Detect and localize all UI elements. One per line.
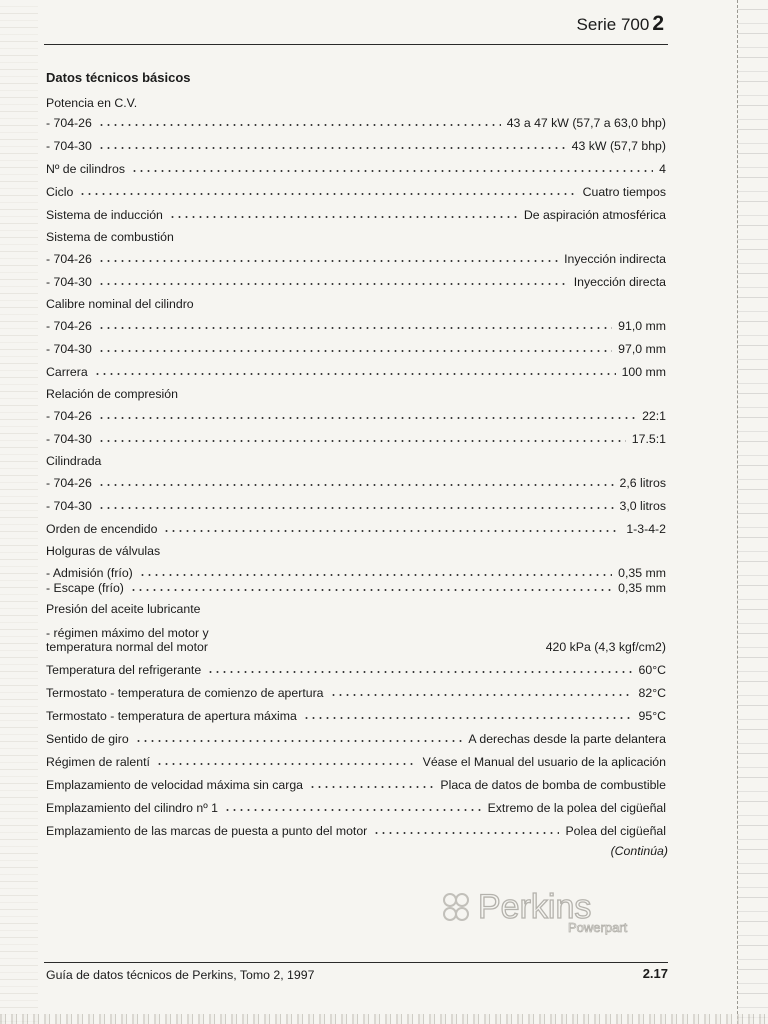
spec-value: 1-3-4-2 [626,522,666,536]
spec-value: Inyección directa [573,275,666,289]
presion-sub-line-1: - régimen máximo del motor y [46,626,209,640]
spec-label: - 704-30 [46,342,92,356]
spec-row [46,684,666,700]
continued-note: (Continúa) [610,844,668,858]
group-heading-compresion: Relación de compresión [46,387,178,401]
leader-dots [79,192,576,196]
leader-dots [98,416,636,420]
spec-label: - 704-30 [46,139,92,153]
spec-value: 4 [659,162,666,176]
group-heading-cilindrada: Cilindrada [46,454,102,468]
spec-row [46,564,666,580]
header-rule [44,44,668,45]
spec-row [46,273,666,289]
leader-dots [98,349,612,353]
leader-dots [131,169,653,173]
leader-dots [130,588,612,592]
leader-dots [98,439,626,443]
leader-dots [169,215,518,219]
footer-publication: Guía de datos técnicos de Perkins, Tomo 2, 1997 [46,968,315,982]
spec-label: Sistema de inducción [46,208,163,222]
spec-value: 0,35 mm [618,566,666,580]
leader-dots [98,259,558,263]
leader-dots [163,529,620,533]
spec-label: Emplazamiento de velocidad máxima sin carga [46,778,303,792]
spec-value: 91,0 mm [618,319,666,333]
leader-dots [98,483,614,487]
spec-label: - 704-26 [46,319,92,333]
spec-value: Cuatro tiempos [582,185,666,199]
spec-value: Véase el Manual del usuario de la aplicación [422,755,666,769]
spec-row [46,661,666,677]
page-header [577,12,664,36]
spec-row [46,520,666,536]
spec-row [46,579,666,595]
leader-dots [98,506,614,510]
spec-value: 0,35 mm [618,581,666,595]
spec-label: - Escape (frío) [46,581,124,595]
spec-label: - Admisión (frío) [46,566,133,580]
spec-row [46,753,666,769]
spec-value: 82°C [638,686,666,700]
spec-label: Temperatura del refrigerante [46,663,202,677]
leader-dots [303,716,633,720]
spec-row [46,160,666,176]
spec-label: - 704-30 [46,275,92,289]
spec-label: Nº de cilindros [46,162,125,176]
leader-dots [373,831,559,835]
leader-dots [98,282,568,286]
spec-value: 95°C [638,709,666,723]
spec-label: Carrera [46,365,88,379]
spec-row [46,250,666,266]
leader-dots [98,146,566,150]
spec-row [46,114,666,130]
spec-value: Polea del cigüeñal [565,824,666,838]
spec-row [46,822,666,838]
spec-row [46,137,666,153]
leader-dots [214,647,540,651]
perkins-logo-graphic [438,880,658,940]
scan-bottom-edge [0,1014,768,1024]
spec-row [46,430,666,446]
leader-dots [309,785,434,789]
spec-value: De aspiración atmosférica [523,208,666,222]
leader-dots [98,326,612,330]
leader-dots [224,808,482,812]
spec-row [46,497,666,513]
spec-value: 22:1 [642,409,666,423]
spec-label: - 704-26 [46,476,92,490]
spec-row [46,183,666,199]
spec-row [46,707,666,723]
spec-value: Inyección indirecta [564,252,666,266]
spec-value: 100 mm [621,365,666,379]
scan-left-edge [0,0,38,1024]
spec-value: 2,6 litros [619,476,666,490]
leader-dots [94,372,616,376]
logo-brand-text: Perkins [478,888,592,926]
group-heading-calibre: Calibre nominal del cilindro [46,297,194,311]
spec-label: - 704-30 [46,499,92,513]
spec-row [46,799,666,815]
spec-label: temperatura normal del motor [46,640,208,654]
page-number: 2.17 [642,966,668,981]
leader-dots [156,762,417,766]
spec-label: Termostato - temperatura de apertura máxima [46,709,297,723]
group-heading-presion: Presión del aceite lubricante [46,602,201,616]
spec-value: 17.5:1 [631,432,666,446]
spec-label: Orden de encendido [46,522,158,536]
spec-label: Emplazamiento de las marcas de puesta a punto del motor [46,824,368,838]
perkins-logo [438,880,658,940]
logo-tagline-text: Powerpart [568,920,628,935]
spec-row [46,638,666,654]
spec-row [46,730,666,746]
spec-row [46,776,666,792]
leader-dots [207,670,632,674]
spec-label: - 704-26 [46,409,92,423]
series-title: Serie 700 [576,15,650,34]
leader-dots [98,123,501,127]
spec-label: - 704-26 [46,252,92,266]
spec-label: Sentido de giro [46,732,129,746]
spec-label: - 704-30 [46,432,92,446]
spec-value: A derechas desde la parte delantera [468,732,666,746]
spec-value: 43 kW (57,7 bhp) [571,139,666,153]
spec-label: - 704-26 [46,116,92,130]
leader-dots [139,573,612,577]
spec-row [46,206,666,222]
spec-label: Emplazamiento del cilindro nº 1 [46,801,218,815]
spec-label: Ciclo [46,185,74,199]
section-title: Datos técnicos básicos [46,70,191,85]
spec-value: 97,0 mm [618,342,666,356]
footer-rule [44,962,668,963]
spec-value: 420 kPa (4,3 kgf/cm2) [545,640,666,654]
spec-row [46,474,666,490]
spec-value: 60°C [638,663,666,677]
spec-row [46,317,666,333]
spec-value: Extremo de la polea del cigüeñal [487,801,666,815]
spec-value: 3,0 litros [619,499,666,513]
group-heading-holguras: Holguras de válvulas [46,544,161,558]
scan-right-edge [737,0,768,1024]
leader-dots [135,739,463,743]
chapter-number: 2 [652,12,664,35]
spec-row [46,407,666,423]
leader-dots [330,693,633,697]
spec-label: Termostato - temperatura de comienzo de apertura [46,686,324,700]
spec-label: Régimen de ralentí [46,755,150,769]
group-heading-combustion: Sistema de combustión [46,230,174,244]
spec-row [46,340,666,356]
group-heading-potencia: Potencia en C.V. [46,96,138,110]
spec-value: Placa de datos de bomba de combustible [440,778,666,792]
spec-value: 43 a 47 kW (57,7 a 63,0 bhp) [506,116,666,130]
spec-row [46,363,666,379]
